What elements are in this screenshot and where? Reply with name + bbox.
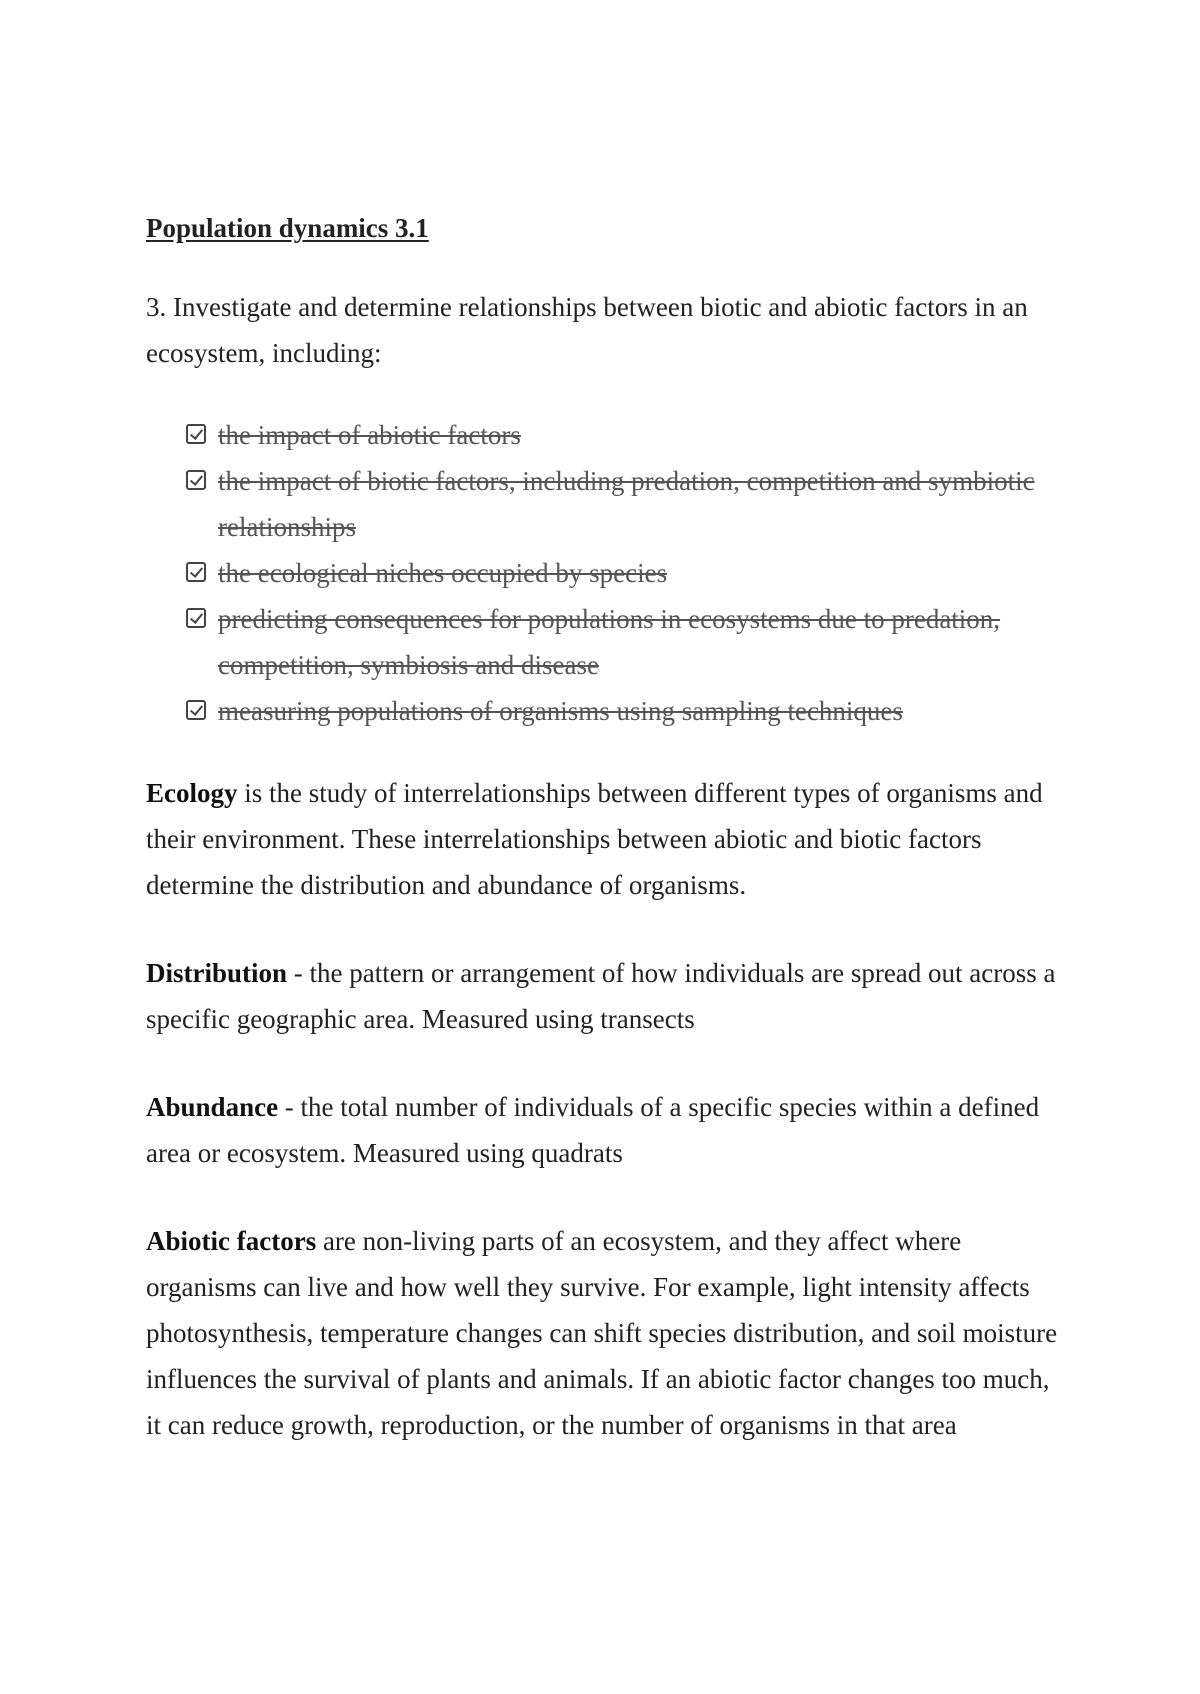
- abundance-term: Abundance: [146, 1092, 279, 1122]
- abundance-paragraph: [146, 1084, 1066, 1176]
- checked-checkbox-icon[interactable]: [186, 562, 206, 582]
- checklist-item: [186, 550, 1066, 596]
- document-page: [146, 208, 1066, 1490]
- checked-checkbox-icon[interactable]: [186, 608, 206, 628]
- intro-text: 3. Investigate and determine relationships between biotic and abiotic factors in an ecosystem, including:: [146, 292, 1028, 368]
- checklist-item: [186, 458, 1066, 550]
- distribution-paragraph: [146, 950, 1066, 1042]
- abiotic-factors-definition: are non-living parts of an ecosystem, and they affect where organisms can live and how well they survive. For example, light intensity affects photosynthesis, temperature changes can shift species distribution, and soil moisture influences the survival of plants and animals. If an abiotic factor changes too much, it can reduce growth, reproduction, or the number of organisms in that area: [146, 1226, 1058, 1440]
- distribution-definition: - the pattern or arrangement of how individuals are spread out across a specific geographic area. Measured using transects: [146, 958, 1056, 1034]
- abiotic-factors-term: Abiotic factors: [146, 1226, 317, 1256]
- checklist-item-text: measuring populations of organisms using sampling techniques: [218, 696, 903, 726]
- ecology-definition: is the study of interrelationships between different types of organisms and their environment. These interrelationships between abiotic and biotic factors determine the distribution and abundance of organisms.: [146, 778, 1043, 900]
- abundance-definition: - the total number of individuals of a specific species within a defined area or ecosystem. Measured using quadrats: [146, 1092, 1040, 1168]
- distribution-term: Distribution: [146, 958, 288, 988]
- abiotic-factors-paragraph: [146, 1218, 1066, 1448]
- checklist-item-text: predicting consequences for populations in ecosystems due to predation, competition, symbiosis and disease: [218, 604, 1001, 680]
- checklist-item-text: the impact of biotic factors, including predation, competition and symbiotic relationships: [218, 466, 1035, 542]
- checklist: [146, 412, 1066, 734]
- checklist-item: [186, 412, 1066, 458]
- checked-checkbox-icon[interactable]: [186, 700, 206, 720]
- ecology-term: Ecology: [146, 778, 238, 808]
- checklist-item: [186, 688, 1066, 734]
- page-title: Population dynamics 3.1: [146, 213, 429, 243]
- checked-checkbox-icon[interactable]: [186, 424, 206, 444]
- checklist-item-text: the impact of abiotic factors: [218, 420, 521, 450]
- checklist-item: [186, 596, 1066, 688]
- ecology-paragraph: [146, 770, 1066, 908]
- checklist-item-text: the ecological niches occupied by species: [218, 558, 668, 588]
- checked-checkbox-icon[interactable]: [186, 470, 206, 490]
